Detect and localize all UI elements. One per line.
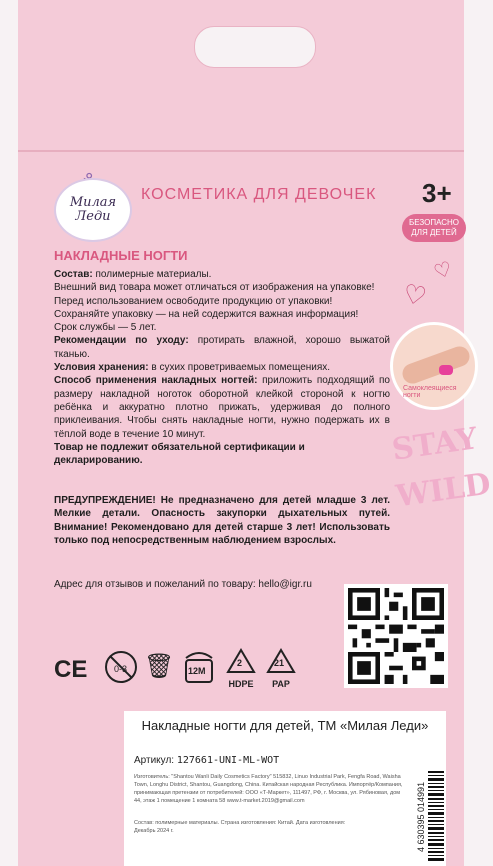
logo-text: Милая Леди bbox=[69, 195, 117, 224]
safe-badge-label: БЕЗОПАСНО ДЛЯ ДЕТЕЙ bbox=[408, 218, 460, 237]
product-title: НАКЛАДНЫЕ НОГТИ bbox=[54, 248, 188, 263]
hdpe-icon bbox=[226, 648, 256, 689]
usage-line bbox=[54, 374, 390, 440]
brand-line: КОСМЕТИКА ДЛЯ ДЕВОЧЕК bbox=[141, 186, 377, 203]
notice-3: Сохраняйте упаковку — на ней содержится важная информация! bbox=[54, 308, 359, 320]
certification-text: Товар не подлежит обязательной сертификации и декларированию. bbox=[54, 441, 305, 467]
svg-text:0-3: 0-3 bbox=[114, 664, 128, 674]
shelf-life: Срок службы — 5 лет. bbox=[54, 322, 157, 334]
pap-number: 21 bbox=[274, 658, 285, 668]
composition-value: полимерные материалы. bbox=[92, 269, 212, 280]
shelf-life-icon bbox=[182, 648, 216, 693]
storage-label: Условия хранения: bbox=[54, 362, 149, 374]
care-line bbox=[54, 334, 390, 361]
product-sticker bbox=[124, 711, 446, 866]
composition-line bbox=[54, 268, 390, 281]
sticker-article bbox=[134, 755, 279, 766]
barcode-number: 4 630395 014991 bbox=[416, 781, 426, 853]
hang-tab bbox=[18, 0, 464, 150]
sticker-product-name: Накладные ногти для детей, ТМ «Милая Леди» bbox=[141, 718, 429, 733]
brand-logo bbox=[54, 178, 132, 242]
shelf-life-label: 12M bbox=[188, 666, 206, 676]
usage-value: приложить подходящий по размеру накладной ноготок оборотной клейкой стороной к ногтю ребёнка и аккуратно плотно прижать, удерживая до полного приклеивания. Чтобы снять накладные ногти, нужно подержать их в тёплой воде в течение 10 минут. bbox=[54, 375, 390, 440]
hang-hole bbox=[194, 26, 316, 68]
product-description bbox=[54, 268, 390, 467]
finger-shape bbox=[400, 344, 473, 387]
notice-1: Внешний вид товара может отличаться от изображения на упаковке! bbox=[54, 282, 375, 294]
not-for-under-3-icon bbox=[104, 650, 138, 689]
sticker-composition: Состав: полимерные материалы. Страна изготовления: Китай. Дата изготовления: Декабрь 2024 г. bbox=[134, 820, 346, 834]
usage-label: Способ применения накладных ногтей: bbox=[54, 375, 258, 387]
wild-lettering: WILD bbox=[393, 466, 493, 515]
pink-nail bbox=[439, 365, 453, 375]
feedback-address: Адрес для отзывов и пожеланий по товару: hello@igr.ru bbox=[54, 579, 312, 590]
storage-value: в сухих проветриваемых помещениях. bbox=[148, 362, 331, 374]
heart-icon-large: ♡ bbox=[400, 277, 430, 313]
article-value: 127661-UNI-ML-WOT bbox=[176, 755, 280, 766]
article-label: Артикул: bbox=[134, 755, 175, 766]
nail-photo bbox=[390, 322, 478, 410]
pap-label: PAP bbox=[272, 679, 290, 689]
notice-2: Перед использованием освободите продукцию от упаковки! bbox=[54, 295, 333, 307]
age-rating: 3+ bbox=[422, 178, 452, 208]
composition-label: Состав: bbox=[54, 269, 93, 280]
safe-badge bbox=[402, 214, 466, 242]
ce-mark: CE bbox=[54, 656, 88, 683]
hdpe-label: HDPE bbox=[228, 679, 254, 689]
care-label: Рекомендации по уходу: bbox=[54, 335, 189, 347]
recycle-bin-icon: 🗑 bbox=[144, 653, 175, 680]
qr-code[interactable] bbox=[344, 584, 448, 688]
symbols-row bbox=[54, 648, 324, 700]
sticker-manufacturer: Изготовитель: "Shantou Wanli Daily Cosmetics Factory" 515832, Linuo Industrial Park, Fengfa Road, Waisha Town, Longhu District, Shantou, Guangdong, China. Китайская народная Республика. Импортёр/Компания, принимающая претензии от потребителей: ООО «Т-Маркет», 111497, РФ, г. Москва, ул. Рябиновая, дом 44, этаж 1 помещение 1 комната 58 www.t-market.2019@gmail.com bbox=[134, 774, 403, 804]
warning-text: ПРЕДУПРЕЖДЕНИЕ! Не предназначено для детей младше 3 лет. Мелкие детали. Опасность закупорки дыхательных путей. Внимание! Рекомендовано для детей старше 3 лет! Использовать только под непосредственным наблюдением взрослых. bbox=[54, 495, 390, 546]
qr-code-graphic bbox=[348, 588, 444, 684]
heart-icon: ♡ bbox=[431, 257, 456, 285]
certification-line bbox=[54, 441, 390, 468]
hdpe-number: 2 bbox=[237, 658, 243, 668]
pap-icon bbox=[266, 648, 296, 689]
photo-ring-text: Самоклеящиеся ногти bbox=[403, 385, 457, 399]
care-value: протирать влажной, хорошо выжатой тканью. bbox=[54, 335, 390, 360]
stay-lettering: STAY bbox=[389, 421, 480, 468]
storage-line bbox=[54, 361, 390, 374]
